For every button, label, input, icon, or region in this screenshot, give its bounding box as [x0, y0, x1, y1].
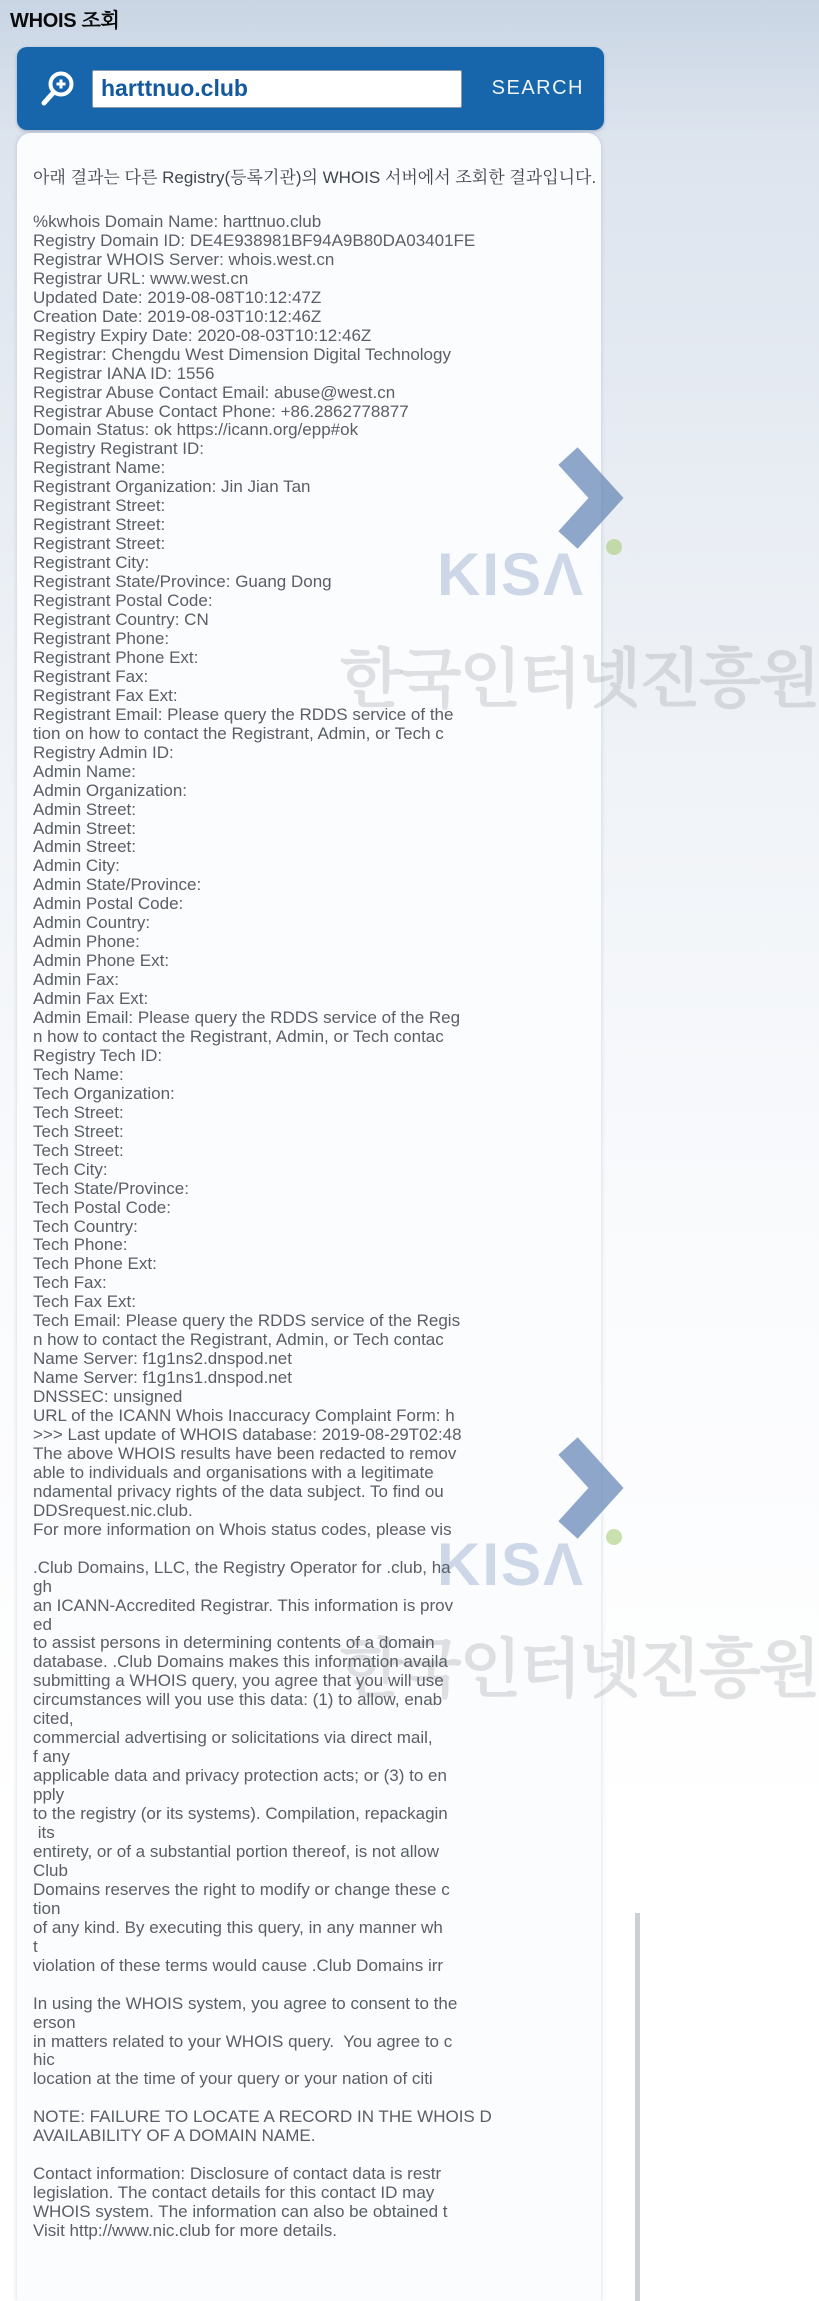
whois-line: Tech Street: — [33, 1121, 124, 1141]
whois-line: Creation Date: 2019-08-03T10:12:46Z — [33, 306, 322, 326]
whois-line: ndamental privacy rights of the data subject. To find ou — [33, 1481, 444, 1501]
whois-line: Admin Fax Ext: — [33, 989, 149, 1009]
whois-line: Tech Organization: — [33, 1083, 175, 1103]
whois-line: Registrar Abuse Contact Phone: +86.2862778877 — [33, 401, 409, 421]
whois-line: Tech State/Province: — [33, 1178, 189, 1198]
whois-line: Admin Fax: — [33, 970, 119, 990]
whois-line: Registrant Street: — [33, 534, 166, 554]
zoom-in-icon — [39, 70, 77, 108]
whois-line: DNSSEC: unsigned — [33, 1387, 183, 1407]
whois-line: NOTE: FAILURE TO LOCATE A RECORD IN THE WHOIS D — [33, 2107, 492, 2127]
whois-line — [33, 2089, 593, 2108]
whois-line: DDSrequest.nic.club. — [33, 1500, 193, 1520]
whois-line: Tech Phone Ext: — [33, 1254, 157, 1274]
whois-line: erson — [33, 2012, 76, 2032]
whois-line: Admin Name: — [33, 761, 136, 781]
kisa-logo-text: KISΛ — [437, 1531, 586, 1598]
whois-line: Registry Tech ID: — [33, 1045, 163, 1065]
whois-line — [33, 2146, 593, 2165]
whois-line: WHOIS system. The information can also be obtained t — [33, 2202, 448, 2222]
whois-line: pply — [33, 1785, 65, 1805]
whois-line: >>> Last update of WHOIS database: 2019-08-29T02:48 — [33, 1425, 462, 1444]
whois-line: Registrant Fax Ext: — [33, 685, 178, 705]
whois-line: in matters related to your WHOIS query. You agree to c — [33, 2031, 453, 2051]
whois-line: Admin Street: — [33, 818, 136, 838]
whois-line: submitting a WHOIS query, you agree that you will use — [33, 1671, 444, 1691]
whois-line: Registrant Fax: — [33, 666, 149, 686]
whois-line: Name Server: f1g1ns2.dnspod.net — [33, 1349, 292, 1369]
whois-line: Registrant State/Province: Guang Dong — [33, 572, 332, 592]
kisa-logo-text: KISΛ — [437, 541, 586, 608]
whois-line: Registrant Organization: Jin Jian Tan — [33, 477, 311, 497]
whois-line: Registrant Postal Code: — [33, 591, 213, 611]
whois-line: Tech Street: — [33, 1140, 124, 1160]
whois-line: Tech City: — [33, 1159, 108, 1179]
page-title: WHOIS 조회 — [10, 10, 120, 32]
whois-line: Tech Fax: — [33, 1273, 107, 1293]
whois-line: tion — [33, 1898, 61, 1918]
whois-line: Visit http://www.nic.club for more details. — [33, 2221, 337, 2241]
whois-line: of any kind. By executing this query, in any manner wh — [33, 1917, 443, 1937]
whois-line: circumstances will you use this data: (1) to allow, enab — [33, 1690, 443, 1710]
whois-line: Tech Postal Code: — [33, 1197, 171, 1217]
scrollbar-thumb[interactable] — [635, 1913, 640, 2301]
whois-line: Admin Street: — [33, 799, 136, 819]
whois-line: hic — [33, 2050, 55, 2070]
whois-line: able to individuals and organisations with a legitimate — [33, 1462, 434, 1482]
result-intro: 아래 결과는 다른 Registry(등록기관)의 WHOIS 서버에서 조회한 결과입니다. — [33, 168, 597, 187]
whois-line: Name Server: f1g1ns1.dnspod.net — [33, 1368, 292, 1388]
whois-search-bar — [17, 47, 604, 130]
whois-line: Registrant City: — [33, 553, 150, 573]
whois-line: Tech Phone: — [33, 1235, 128, 1255]
whois-line: entirety, or of a substantial portion thereof, is not allow — [33, 1841, 440, 1861]
whois-line: Registrant Country: CN — [33, 610, 209, 630]
whois-line: Updated Date: 2019-08-08T10:12:47Z — [33, 287, 322, 307]
whois-line: Registrar: Chengdu West Dimension Digital Technology — [33, 344, 451, 364]
whois-line: location at the time of your query or your nation of citi — [33, 2069, 433, 2089]
whois-line: URL of the ICANN Whois Inaccuracy Complaint Form: h — [33, 1406, 455, 1426]
whois-line: For more information on Whois status codes, please vis — [33, 1519, 452, 1539]
whois-line: The above WHOIS results have been redacted to remov — [33, 1443, 457, 1463]
whois-line: Registrant Phone: — [33, 628, 170, 648]
whois-line: Domain Status: ok https://icann.org/epp#ok — [33, 420, 359, 440]
whois-line: Registrant Email: Please query the RDDS service of the — [33, 704, 454, 724]
search-button[interactable]: SEARCH — [491, 77, 584, 99]
whois-line: Admin Street: — [33, 837, 136, 857]
whois-line: legislation. The contact details for this contact ID may — [33, 2183, 435, 2203]
whois-line: Registrar WHOIS Server: whois.west.cn — [33, 249, 335, 269]
whois-line: Registrant Street: — [33, 496, 166, 516]
whois-line: Tech Name: — [33, 1064, 124, 1084]
whois-line: AVAILABILITY OF A DOMAIN NAME. — [33, 2126, 316, 2146]
whois-line: Registry Admin ID: — [33, 742, 174, 762]
whois-line: Club — [33, 1860, 68, 1880]
whois-line: gh — [33, 1576, 52, 1596]
whois-line: to assist persons in determining contents of a domain — [33, 1633, 435, 1653]
domain-search-input[interactable] — [92, 70, 462, 108]
whois-line: Registrar URL: www.west.cn — [33, 268, 249, 288]
whois-line: Registrar IANA ID: 1556 — [33, 363, 215, 383]
whois-line: Registry Domain ID: DE4E938981BF94A9B80DA03401FE — [33, 230, 476, 250]
whois-line: its — [33, 1823, 55, 1843]
whois-line: database. .Club Domains makes this information availa — [33, 1652, 448, 1672]
whois-line: Contact information: Disclosure of contact data is restr — [33, 2164, 442, 2184]
whois-line: In using the WHOIS system, you agree to consent to the — [33, 1993, 458, 2013]
whois-line: Tech Fax Ext: — [33, 1292, 136, 1312]
whois-line: an ICANN-Accredited Registrar. This information is prov — [33, 1595, 454, 1615]
whois-line: f any — [33, 1747, 70, 1767]
whois-line: Admin Phone Ext: — [33, 951, 170, 971]
whois-line: Tech Street: — [33, 1102, 124, 1122]
whois-line: Registrant Name: — [33, 458, 166, 478]
whois-line — [33, 1540, 593, 1559]
whois-line: violation of these terms would cause .Club Domains irr — [33, 1955, 444, 1975]
whois-line: Admin Email: Please query the RDDS service of the Reg — [33, 1008, 461, 1028]
whois-line — [33, 1976, 593, 1995]
whois-line: tion on how to contact the Registrant, Admin, or Tech c — [33, 723, 444, 743]
whois-line: Admin Country: — [33, 913, 151, 933]
whois-line: Registrar Abuse Contact Email: abuse@west.cn — [33, 382, 396, 402]
whois-result-lines — [33, 213, 593, 2241]
whois-line: Tech Email: Please query the RDDS service of the Regis — [33, 1311, 461, 1331]
whois-line: ed — [33, 1614, 52, 1634]
whois-line: Registry Expiry Date: 2020-08-03T10:12:46Z — [33, 325, 372, 345]
whois-line: Admin Postal Code: — [33, 894, 184, 914]
whois-line: Admin City: — [33, 856, 120, 876]
whois-line: Domains reserves the right to modify or change these c — [33, 1879, 450, 1899]
whois-line: applicable data and privacy protection acts; or (3) to en — [33, 1766, 447, 1786]
whois-line: n how to contact the Registrant, Admin, or Tech contac — [33, 1026, 444, 1046]
whois-line: n how to contact the Registrant, Admin, or Tech contac — [33, 1330, 444, 1350]
whois-result — [17, 133, 601, 2301]
whois-line: cited, — [33, 1709, 74, 1729]
whois-line: Admin Phone: — [33, 932, 140, 952]
whois-line: t — [33, 1936, 38, 1956]
whois-line: Admin State/Province: — [33, 875, 202, 895]
kisa-korean-text: 한국인터넷진흥원 — [340, 643, 819, 715]
whois-line: commercial advertising or solicitations via direct mail, — [33, 1728, 433, 1748]
whois-line: Registrant Street: — [33, 515, 166, 535]
whois-line: to the registry (or its systems). Compilation, repackagin — [33, 1804, 448, 1824]
whois-line: .Club Domains, LLC, the Registry Operator for .club, ha — [33, 1557, 451, 1577]
whois-line: Admin Organization: — [33, 780, 188, 800]
whois-line: Tech Country: — [33, 1216, 138, 1236]
whois-line: Registrant Phone Ext: — [33, 647, 199, 667]
whois-line: %kwhois Domain Name: harttnuo.club — [33, 212, 322, 231]
kisa-korean-text: 한국인터넷진흥원 — [340, 1633, 819, 1705]
whois-line: Registry Registrant ID: — [33, 439, 204, 459]
